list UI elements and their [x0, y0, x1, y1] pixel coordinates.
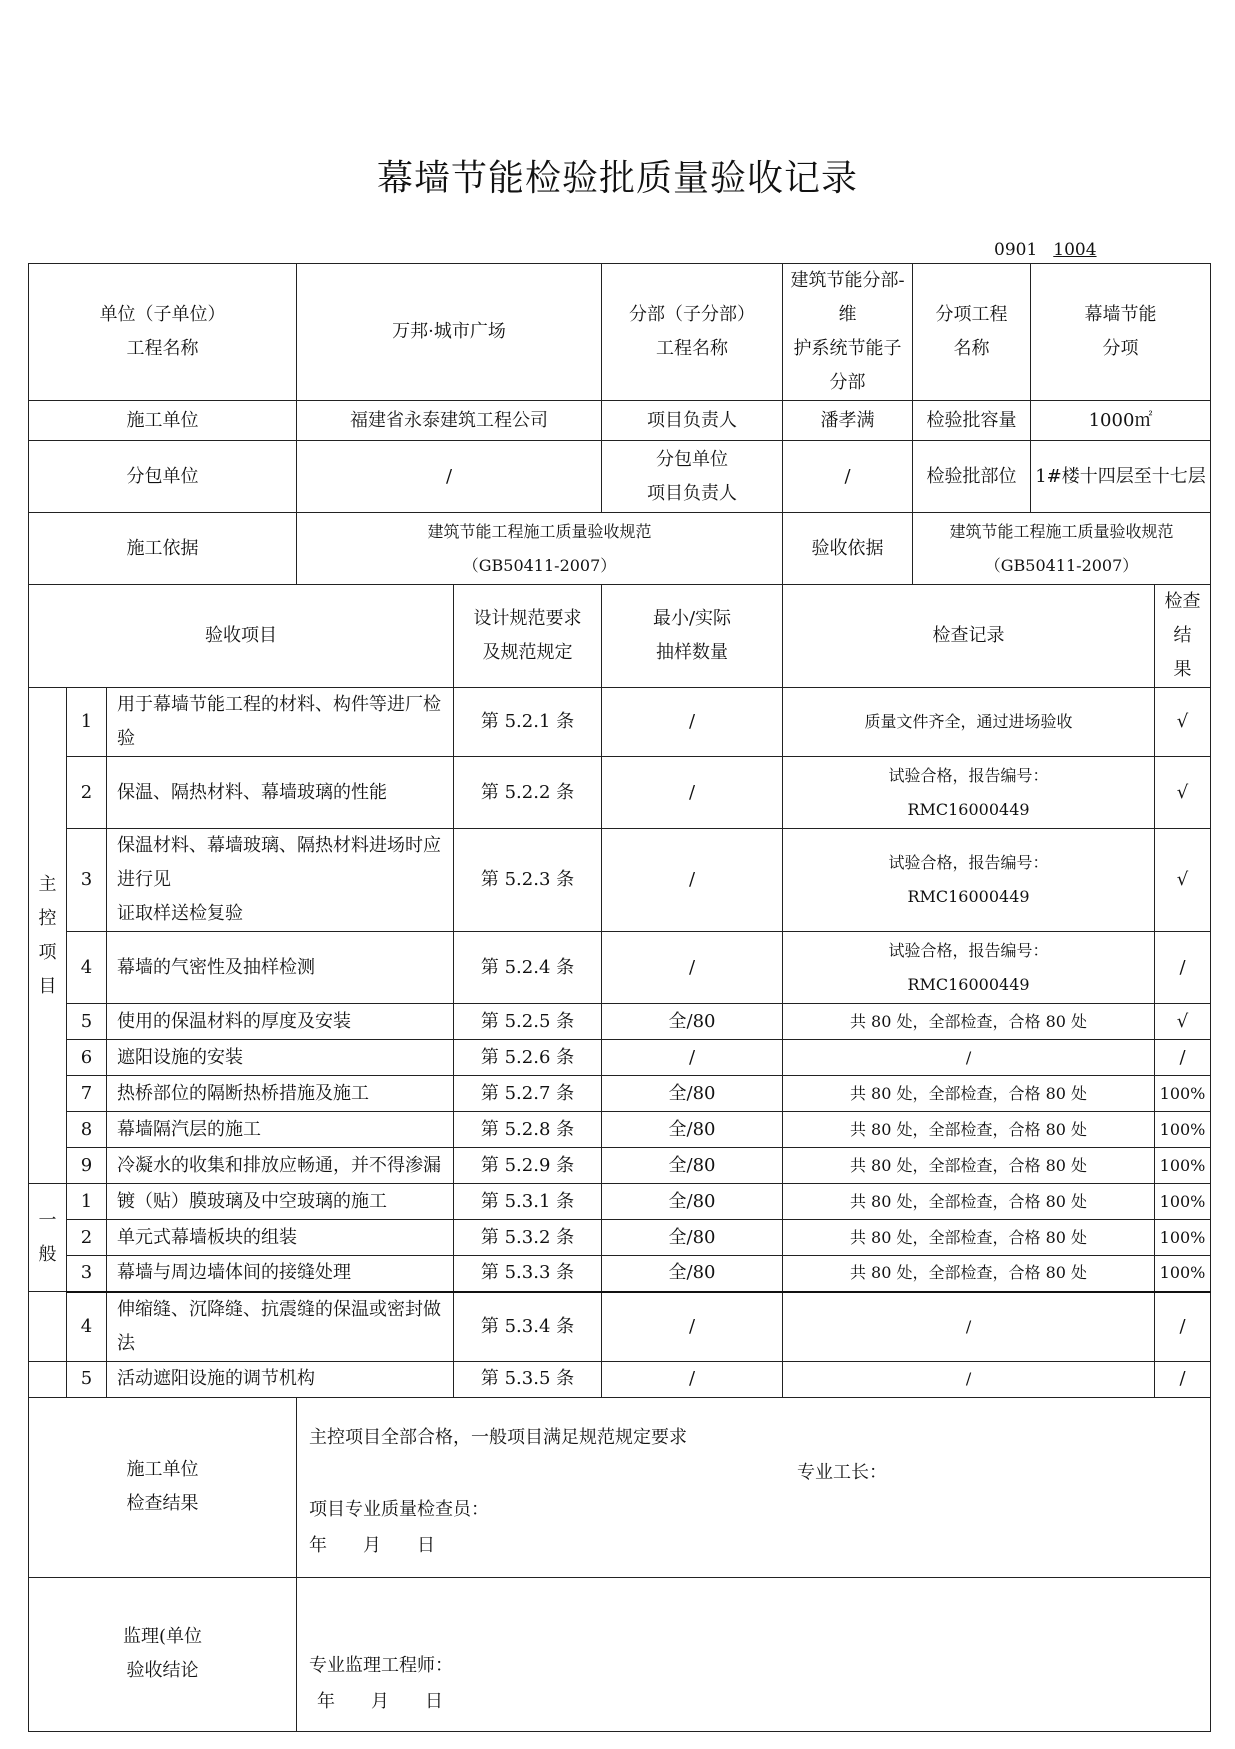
table-row [29, 688, 1211, 757]
subitem-name-label: 分项工程 名称 [913, 264, 1031, 401]
item-record: 质量文件齐全，通过进场验收 [783, 688, 1155, 757]
item-result: / [1155, 1292, 1211, 1362]
item-record: 共 80 处，全部检查，合格 80 处 [783, 1220, 1155, 1256]
subcontractor-value: / [297, 441, 602, 513]
supervisor-result-label: 监理(单位 验收结论 [29, 1577, 297, 1731]
item-no: 2 [67, 1220, 107, 1256]
item-record: 试验合格，报告编号： RMC16000449 [783, 829, 1155, 932]
item-sample: / [602, 1040, 783, 1076]
table-row [29, 1361, 1211, 1397]
general-group-cont [29, 1292, 67, 1362]
col-header-record: 检查记录 [783, 585, 1155, 688]
table-row [29, 1148, 1211, 1184]
table-row [29, 829, 1211, 932]
item-record: / [783, 1040, 1155, 1076]
subcontractor-label: 分包单位 [29, 441, 297, 513]
item-sample: 全/80 [602, 1184, 783, 1220]
acceptance-basis-label: 验收依据 [783, 513, 913, 585]
col-header-result: 检查结 果 [1155, 585, 1211, 688]
item-name: 伸缩缝、沉降缝、抗震缝的保温或密封做法 [107, 1292, 454, 1362]
item-no: 9 [67, 1148, 107, 1184]
item-name: 幕墙隔汽层的施工 [107, 1112, 454, 1148]
item-name: 热桥部位的隔断热桥措施及施工 [107, 1076, 454, 1112]
subitem-name-value: 幕墙节能 分项 [1031, 264, 1211, 401]
item-sample: / [602, 1361, 783, 1397]
item-name: 幕墙的气密性及抽样检测 [107, 932, 454, 1004]
item-sample: / [602, 829, 783, 932]
item-name: 保温、隔热材料、幕墙玻璃的性能 [107, 757, 454, 829]
item-no: 1 [67, 688, 107, 757]
item-sample: 全/80 [602, 1076, 783, 1112]
item-name: 单元式幕墙板块的组装 [107, 1220, 454, 1256]
item-result: / [1155, 1361, 1211, 1397]
item-record: 共 80 处，全部检查，合格 80 处 [783, 1004, 1155, 1040]
general-group-label: 一 般 [29, 1184, 67, 1292]
supervising-engineer-label: 专业监理工程师： [309, 1654, 453, 1676]
table-row [29, 1076, 1211, 1112]
item-sample: / [602, 1292, 783, 1362]
item-clause: 第 5.3.2 条 [454, 1220, 602, 1256]
item-name: 用于幕墙节能工程的材料、构件等进厂检验 [107, 688, 454, 757]
item-name: 镀（贴）膜玻璃及中空玻璃的施工 [107, 1184, 454, 1220]
item-record: 共 80 处，全部检查，合格 80 处 [783, 1256, 1155, 1292]
table-row [29, 1040, 1211, 1076]
item-sample: / [602, 688, 783, 757]
item-result: √ [1155, 757, 1211, 829]
table-row [29, 1112, 1211, 1148]
contractor-conclusion: 主控项目全部合格，一般项目满足规范规定要求 [309, 1426, 687, 1448]
general-group-cont [29, 1361, 67, 1397]
item-no: 5 [67, 1361, 107, 1397]
item-clause: 第 5.3.4 条 [454, 1292, 602, 1362]
item-clause: 第 5.3.3 条 [454, 1256, 602, 1292]
item-record: 共 80 处，全部检查，合格 80 处 [783, 1148, 1155, 1184]
item-result: √ [1155, 1004, 1211, 1040]
item-record: 试验合格，报告编号： RMC16000449 [783, 932, 1155, 1004]
table-row [29, 932, 1211, 1004]
item-result: 100% [1155, 1184, 1211, 1220]
construction-basis-value: 建筑节能工程施工质量验收规范 （GB50411-2007） [297, 513, 783, 585]
table-row [29, 1004, 1211, 1040]
unit-name-value: 万邦·城市广场 [297, 264, 602, 401]
form-code [994, 240, 1097, 260]
batch-capacity-label: 检验批容量 [913, 401, 1031, 441]
item-name: 遮阳设施的安装 [107, 1040, 454, 1076]
supervisor-result-content [297, 1577, 1211, 1731]
item-record: / [783, 1361, 1155, 1397]
item-clause: 第 5.2.3 条 [454, 829, 602, 932]
item-sample: / [602, 932, 783, 1004]
item-name: 保温材料、幕墙玻璃、隔热材料进场时应进行见 证取样送检复验 [107, 829, 454, 932]
item-result: 100% [1155, 1256, 1211, 1292]
item-record: / [783, 1292, 1155, 1362]
item-result: 100% [1155, 1148, 1211, 1184]
sub-pm-value: / [783, 441, 913, 513]
item-clause: 第 5.2.5 条 [454, 1004, 602, 1040]
table-row [29, 1220, 1211, 1256]
item-result: / [1155, 1040, 1211, 1076]
item-sample: 全/80 [602, 1220, 783, 1256]
col-header-item: 验收项目 [29, 585, 454, 688]
contractor-value: 福建省永泰建筑工程公司 [297, 401, 602, 441]
contractor-label: 施工单位 [29, 401, 297, 441]
item-record: 共 80 处，全部检查，合格 80 处 [783, 1076, 1155, 1112]
item-name: 活动遮阳设施的调节机构 [107, 1361, 454, 1397]
batch-capacity-value: 1000㎡ [1031, 401, 1211, 441]
item-clause: 第 5.2.1 条 [454, 688, 602, 757]
batch-location-label: 检验批部位 [913, 441, 1031, 513]
item-sample: 全/80 [602, 1004, 783, 1040]
table-row [29, 1292, 1211, 1362]
item-clause: 第 5.2.2 条 [454, 757, 602, 829]
division-name-value: 建筑节能分部-维 护系统节能子分部 [783, 264, 913, 401]
item-name: 幕墙与周边墙体间的接缝处理 [107, 1256, 454, 1292]
form-code-suffix: 1004 [1053, 240, 1097, 260]
item-record: 共 80 处，全部检查，合格 80 处 [783, 1112, 1155, 1148]
item-no: 1 [67, 1184, 107, 1220]
project-manager-value: 潘孝满 [783, 401, 913, 441]
foreman-signature-label: 专业工长： [797, 1461, 887, 1483]
item-no: 5 [67, 1004, 107, 1040]
item-result: 100% [1155, 1112, 1211, 1148]
col-header-requirement: 设计规范要求 及规范规定 [454, 585, 602, 688]
acceptance-basis-value: 建筑节能工程施工质量验收规范 （GB50411-2007） [913, 513, 1211, 585]
item-name: 使用的保温材料的厚度及安装 [107, 1004, 454, 1040]
sub-pm-label: 分包单位 项目负责人 [602, 441, 783, 513]
item-clause: 第 5.2.4 条 [454, 932, 602, 1004]
item-no: 6 [67, 1040, 107, 1076]
contractor-date: 年 月 日 [309, 1534, 435, 1556]
col-header-sample: 最小/实际 抽样数量 [602, 585, 783, 688]
item-clause: 第 5.2.7 条 [454, 1076, 602, 1112]
item-no: 7 [67, 1076, 107, 1112]
supervisor-date: 年 月 日 [317, 1690, 443, 1712]
construction-basis-label: 施工依据 [29, 513, 297, 585]
item-no: 4 [67, 932, 107, 1004]
item-clause: 第 5.2.8 条 [454, 1112, 602, 1148]
table-row [29, 1184, 1211, 1220]
contractor-result-content [297, 1397, 1211, 1577]
item-result: / [1155, 932, 1211, 1004]
item-no: 4 [67, 1292, 107, 1362]
item-clause: 第 5.2.9 条 [454, 1148, 602, 1184]
item-result: √ [1155, 829, 1211, 932]
quality-inspector-label: 项目专业质量检查员： [309, 1498, 489, 1520]
item-no: 8 [67, 1112, 107, 1148]
item-result: √ [1155, 688, 1211, 757]
item-record: 试验合格，报告编号： RMC16000449 [783, 757, 1155, 829]
table-row [29, 757, 1211, 829]
batch-location-value: 1#楼十四层至十七层 [1031, 441, 1211, 513]
item-result: 100% [1155, 1076, 1211, 1112]
item-result: 100% [1155, 1220, 1211, 1256]
item-sample: 全/80 [602, 1148, 783, 1184]
item-name: 冷凝水的收集和排放应畅通，并不得渗漏 [107, 1148, 454, 1184]
inspection-record-table [28, 263, 1211, 1732]
division-name-label: 分部（子分部） 工程名称 [602, 264, 783, 401]
item-no: 3 [67, 829, 107, 932]
item-sample: 全/80 [602, 1256, 783, 1292]
item-no: 3 [67, 1256, 107, 1292]
project-manager-label: 项目负责人 [602, 401, 783, 441]
main-control-group-label: 主 控 项 目 [29, 688, 67, 1184]
contractor-result-label: 施工单位 检查结果 [29, 1397, 297, 1577]
item-sample: 全/80 [602, 1112, 783, 1148]
item-sample: / [602, 757, 783, 829]
unit-name-label: 单位（子单位） 工程名称 [29, 264, 297, 401]
item-no: 2 [67, 757, 107, 829]
item-clause: 第 5.2.6 条 [454, 1040, 602, 1076]
table-row [29, 1256, 1211, 1292]
item-record: 共 80 处，全部检查，合格 80 处 [783, 1184, 1155, 1220]
page-title: 幕墙节能检验批质量验收记录 [376, 158, 858, 199]
item-clause: 第 5.3.1 条 [454, 1184, 602, 1220]
form-code-prefix: 0901 [994, 240, 1038, 260]
item-clause: 第 5.3.5 条 [454, 1361, 602, 1397]
